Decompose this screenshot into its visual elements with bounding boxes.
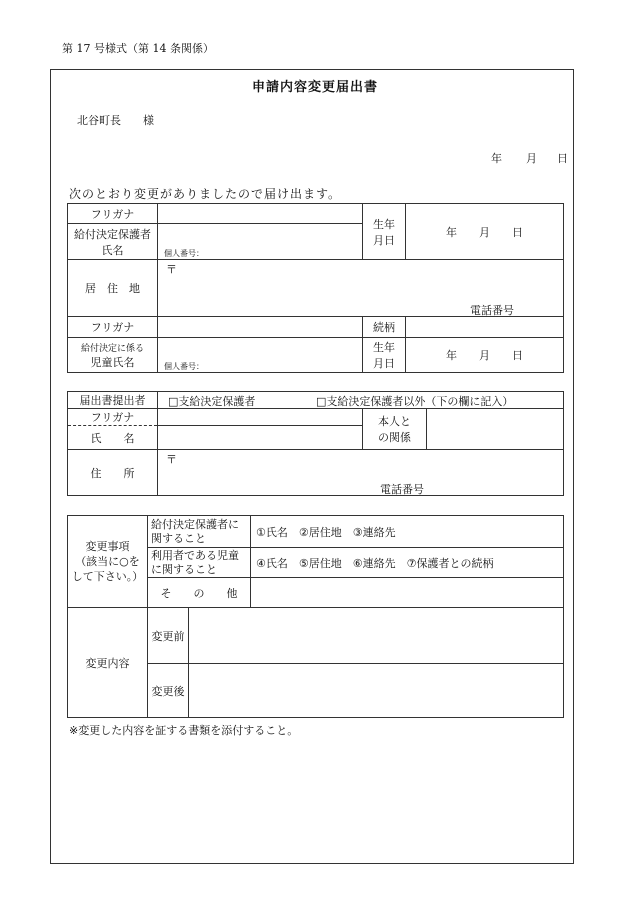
individual-number2-label: 個人番号： <box>164 362 204 371</box>
sub-relation-field[interactable] <box>427 409 564 450</box>
birth2-label: 生年 月日 <box>363 338 406 373</box>
before-label: 変更前 <box>148 608 189 664</box>
sub-address-field[interactable] <box>158 450 564 496</box>
other-field[interactable] <box>251 578 564 608</box>
relation-label: 続柄 <box>363 317 406 338</box>
residence-label: 居 住 地 <box>68 260 158 317</box>
birth-date-field[interactable]: 年 月 日 <box>406 204 564 260</box>
option-other-checkbox[interactable]: □支給決定保護者以外（下の欄に記入） <box>316 395 514 408</box>
guardian-options[interactable]: ①氏名 ②居住地 ③連絡先 <box>251 516 564 548</box>
after-label: 変更後 <box>148 664 189 718</box>
option-guardian-checkbox[interactable]: □支給決定保護者 <box>168 395 256 408</box>
child-name-label: 給付決定に係る 児童氏名 <box>68 338 158 373</box>
furigana-label: フリガナ <box>68 204 158 224</box>
individual-number-label: 個人番号： <box>164 249 204 258</box>
sub-relation-label: 本人と の関係 <box>363 409 427 450</box>
furigana2-label: フリガナ <box>68 317 158 338</box>
sub-name-field[interactable] <box>158 426 363 450</box>
form-title: 申請内容変更届出書 <box>251 80 378 95</box>
postal-mark: 〒 <box>166 263 177 276</box>
change-table <box>67 515 564 718</box>
residence-field[interactable] <box>158 260 564 317</box>
guardian-child-table <box>67 203 564 373</box>
furigana2-field[interactable] <box>158 317 363 338</box>
sub-furigana-field[interactable] <box>158 409 363 426</box>
relation-field[interactable] <box>406 317 564 338</box>
change-content-label: 変更内容 <box>68 608 148 718</box>
child-category: 利用者である児童 に関すること <box>148 548 251 578</box>
intro-text: 次のとおり変更がありましたので届け出ます。 <box>69 187 342 201</box>
birth2-date-field[interactable]: 年 月 日 <box>406 338 564 373</box>
child-name-field[interactable] <box>158 338 363 373</box>
date-day: 日 <box>557 152 568 165</box>
after-field[interactable] <box>189 664 564 718</box>
submitter-table <box>67 391 564 496</box>
submitter-options <box>158 392 564 409</box>
sub-name-label: 氏 名 <box>68 426 158 450</box>
sub-phone-label: 電話番号 <box>380 483 424 496</box>
date-year: 年 <box>491 152 502 165</box>
before-field[interactable] <box>189 608 564 664</box>
child-options[interactable]: ④氏名 ⑤居住地 ⑥連絡先 ⑦保護者との続柄 <box>251 548 564 578</box>
change-item-label: 変更事項 （該当に○を して下さい。） <box>68 516 148 608</box>
form-number-label: 第 17 号様式（第 14 条関係） <box>62 42 214 55</box>
submitter-label: 届出書提出者 <box>68 392 158 409</box>
birth-label: 生年 月日 <box>363 204 406 260</box>
date-month: 月 <box>526 152 537 165</box>
sub-furigana-label: フリガナ <box>68 409 158 426</box>
other-category: そ の 他 <box>148 578 251 608</box>
sub-postal-mark: 〒 <box>166 453 177 466</box>
sub-address-label: 住 所 <box>68 450 158 496</box>
guardian-category: 給付決定保護者に 関すること <box>148 516 251 548</box>
phone-label: 電話番号 <box>470 304 514 317</box>
furigana-field[interactable] <box>158 204 363 224</box>
guardian-name-label: 給付決定保護者 氏名 <box>68 224 158 260</box>
addressee: 北谷町長 様 <box>77 114 154 127</box>
guardian-name-field[interactable] <box>158 224 363 260</box>
attachment-note: ※変更した内容を証する書類を添付すること。 <box>69 724 299 737</box>
